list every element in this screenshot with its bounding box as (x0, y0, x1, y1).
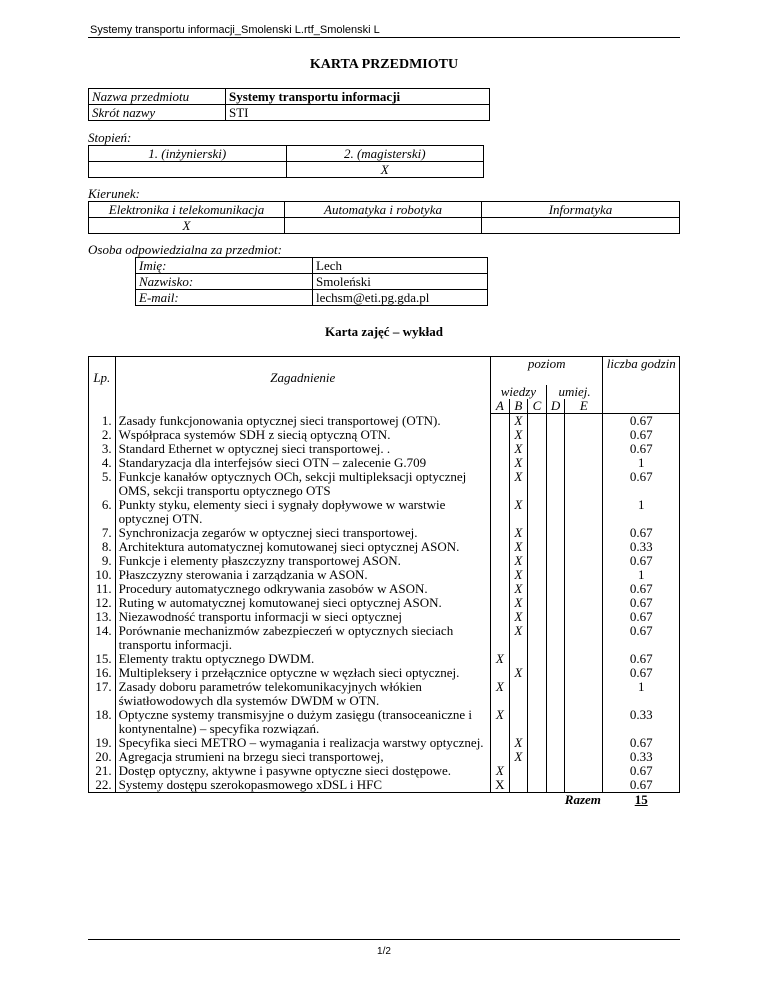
row-level-d (546, 624, 565, 652)
direction-col1: Elektronika i telekomunikacja (89, 202, 285, 218)
row-lp: 9. (89, 554, 116, 568)
page-title: KARTA PRZEDMIOTU (309, 57, 459, 72)
row-lp: 20. (89, 750, 116, 764)
table-row (89, 582, 680, 596)
row-level-d (546, 428, 565, 442)
row-level-e (565, 736, 603, 750)
row-level-e (565, 526, 603, 540)
row-level-e (565, 652, 603, 666)
row-level-d (546, 666, 565, 680)
row-level-b: X (509, 596, 528, 610)
row-lp: 21. (89, 764, 116, 778)
row-level-b: X (509, 554, 528, 568)
row-topic: Multipleksery i przełącznice optyczne w węzłach sieci optycznej. (115, 666, 490, 680)
row-level-b: X (509, 442, 528, 456)
row-lp: 17. (89, 680, 116, 708)
col-c-header: C (528, 399, 547, 414)
row-level-a: X (490, 778, 509, 793)
page-number: 1/2 (377, 946, 391, 957)
row-level-e (565, 498, 603, 526)
row-level-e (565, 680, 603, 708)
row-lp: 3. (89, 442, 116, 456)
table-row (89, 666, 680, 680)
row-topic: Standaryzacja dla interfejsów sieci OTN – zalecenie G.709 (115, 456, 490, 470)
subject-short-value: STI (226, 105, 490, 121)
person-label: Osoba odpowiedzialna za przedmiot: (88, 242, 282, 257)
row-level-b: X (509, 750, 528, 764)
row-level-d (546, 778, 565, 793)
row-level-e (565, 778, 603, 793)
col-e-header: E (565, 399, 603, 414)
row-level-a (490, 442, 509, 456)
row-level-b (509, 680, 528, 708)
table-row (89, 428, 680, 442)
row-lp: 6. (89, 498, 116, 526)
row-level-d (546, 610, 565, 624)
row-hours: 1 (603, 456, 680, 470)
row-level-a: X (490, 708, 509, 736)
row-level-d (546, 680, 565, 708)
table-row (89, 442, 680, 456)
row-level-d (546, 750, 565, 764)
row-level-e (565, 442, 603, 456)
row-lp: 2. (89, 428, 116, 442)
col-d-header: D (546, 399, 565, 414)
degree-label: Stopień: (88, 130, 132, 145)
row-hours: 0.67 (603, 596, 680, 610)
header-divider (88, 37, 680, 38)
row-level-e (565, 456, 603, 470)
knowledge-header: wiedzy (490, 385, 546, 399)
row-level-b: X (509, 666, 528, 680)
table-row (89, 414, 680, 429)
row-hours: 0.67 (603, 624, 680, 652)
row-level-c (528, 610, 547, 624)
direction-col2: Automatyka i robotyka (285, 202, 482, 218)
row-level-a (490, 456, 509, 470)
row-hours: 0.67 (603, 666, 680, 680)
row-lp: 22. (89, 778, 116, 793)
subject-name-label: Nazwa przedmiotu (89, 89, 226, 105)
row-level-d (546, 414, 565, 429)
row-level-a (490, 582, 509, 596)
row-level-b (509, 652, 528, 666)
row-lp: 14. (89, 624, 116, 652)
row-level-d (546, 582, 565, 596)
row-level-d (546, 652, 565, 666)
row-level-e (565, 708, 603, 736)
row-hours: 0.67 (603, 764, 680, 778)
row-topic: Punkty styku, elementy sieci i sygnały dopływowe w warstwie optycznej OTN. (115, 498, 490, 526)
row-level-d (546, 764, 565, 778)
row-level-a (490, 428, 509, 442)
subject-name-value: Systemy transportu informacji (226, 89, 490, 105)
degree-col2-mark: X (286, 162, 484, 178)
page-header: Systemy transportu informacji_Smolenski L.rtf_Smolenski L (90, 24, 380, 36)
row-level-d (546, 456, 565, 470)
row-level-e (565, 610, 603, 624)
row-hours: 0.67 (603, 442, 680, 456)
row-level-a (490, 568, 509, 582)
row-topic: Elementy traktu optycznego DWDM. (115, 652, 490, 666)
row-topic: Funkcje kanałów optycznych OCh, sekcji multipleksacji optycznej OMS, sekcji transportu optycznego OTS (115, 470, 490, 498)
row-topic: Zasady funkcjonowania optycznej sieci transportowej (OTN). (115, 414, 490, 429)
lecture-title: Karta zajęć – wykład (324, 324, 444, 339)
row-lp: 7. (89, 526, 116, 540)
row-level-c (528, 764, 547, 778)
row-topic: Agregacja strumieni na brzegu sieci transportowej, (115, 750, 490, 764)
row-lp: 4. (89, 456, 116, 470)
row-lp: 15. (89, 652, 116, 666)
row-topic: Optyczne systemy transmisyjne o dużym zasięgu (transoceaniczne i kontynentalne) – specyfika rozwiązań. (115, 708, 490, 736)
row-level-b (509, 764, 528, 778)
row-level-a (490, 624, 509, 652)
row-level-c (528, 708, 547, 736)
row-level-b: X (509, 610, 528, 624)
total-value: 15 (603, 793, 680, 808)
row-level-b: X (509, 470, 528, 498)
table-row (89, 708, 680, 736)
row-level-c (528, 596, 547, 610)
table-row (89, 568, 680, 582)
row-level-d (546, 708, 565, 736)
row-topic: Standard Ethernet w optycznej sieci transportowej. . (115, 442, 490, 456)
row-topic: Zasady doboru parametrów telekomunikacyjnych włókien światłowodowych dla systemów DWDM w OTN. (115, 680, 490, 708)
row-level-c (528, 666, 547, 680)
row-level-b: X (509, 736, 528, 750)
row-level-b: X (509, 428, 528, 442)
row-hours: 0.67 (603, 414, 680, 429)
row-level-c (528, 582, 547, 596)
row-level-d (546, 442, 565, 456)
row-hours: 0.67 (603, 736, 680, 750)
row-level-a: X (490, 652, 509, 666)
row-level-c (528, 736, 547, 750)
row-hours: 0.67 (603, 526, 680, 540)
row-lp: 18. (89, 708, 116, 736)
row-level-e (565, 428, 603, 442)
row-level-a (490, 540, 509, 554)
row-topic: Procedury automatycznego odkrywania zasobów w ASON. (115, 582, 490, 596)
table-row (89, 750, 680, 764)
row-level-c (528, 428, 547, 442)
row-level-d (546, 526, 565, 540)
row-level-e (565, 540, 603, 554)
row-level-d (546, 596, 565, 610)
email-label: E-mail: (136, 290, 313, 306)
row-hours: 1 (603, 680, 680, 708)
table-row (89, 456, 680, 470)
row-level-c (528, 456, 547, 470)
row-topic: Architektura automatycznej komutowanej sieci optycznej ASON. (115, 540, 490, 554)
row-level-e (565, 414, 603, 429)
row-hours: 0.67 (603, 554, 680, 568)
hours-header: liczba godzin (603, 357, 680, 400)
table-row (89, 498, 680, 526)
subject-table (88, 88, 490, 121)
row-topic: Systemy dostępu szerokopasmowego xDSL i HFC (115, 778, 490, 793)
row-topic: Porównanie mechanizmów zabezpieczeń w optycznych sieciach transportu informacji. (115, 624, 490, 652)
row-level-a (490, 470, 509, 498)
row-level-b: X (509, 526, 528, 540)
row-level-e (565, 582, 603, 596)
row-topic: Funkcje i elementy płaszczyzny transportowej ASON. (115, 554, 490, 568)
row-level-c (528, 554, 547, 568)
row-level-a (490, 414, 509, 429)
row-hours: 0.67 (603, 428, 680, 442)
row-lp: 13. (89, 610, 116, 624)
row-level-d (546, 736, 565, 750)
row-level-c (528, 750, 547, 764)
row-lp: 16. (89, 666, 116, 680)
table-row (89, 764, 680, 778)
row-level-d (546, 554, 565, 568)
degree-col1: 1. (inżynierski) (89, 146, 287, 162)
direction-col2-mark (285, 218, 482, 234)
row-level-e (565, 554, 603, 568)
row-topic: Specyfika sieci METRO – wymagania i realizacja warstwy optycznej. (115, 736, 490, 750)
table-row (89, 526, 680, 540)
last-name-value: Smoleński (313, 274, 488, 290)
row-lp: 1. (89, 414, 116, 429)
row-lp: 5. (89, 470, 116, 498)
level-header: poziom (490, 357, 602, 386)
direction-label: Kierunek: (88, 186, 140, 201)
row-lp: 19. (89, 736, 116, 750)
row-level-d (546, 470, 565, 498)
row-level-c (528, 414, 547, 429)
email-value: lechsm@eti.pg.gda.pl (313, 290, 488, 306)
row-level-a (490, 750, 509, 764)
row-level-c (528, 526, 547, 540)
row-lp: 8. (89, 540, 116, 554)
skills-header: umiej. (546, 385, 603, 399)
direction-col1-mark: X (89, 218, 285, 234)
direction-col3: Informatyka (482, 202, 680, 218)
table-row (89, 624, 680, 652)
row-level-b: X (509, 498, 528, 526)
row-hours: 0.33 (603, 708, 680, 736)
row-level-d (546, 568, 565, 582)
row-topic: Współpraca systemów SDH z siecią optyczną OTN. (115, 428, 490, 442)
row-level-a (490, 596, 509, 610)
direction-table (88, 201, 680, 234)
subject-short-label: Skrót nazwy (89, 105, 226, 121)
row-lp: 11. (89, 582, 116, 596)
row-level-e (565, 666, 603, 680)
row-hours: 0.67 (603, 582, 680, 596)
row-level-b: X (509, 624, 528, 652)
row-topic: Dostęp optyczny, aktywne i pasywne optyczne sieci dostępowe. (115, 764, 490, 778)
row-level-c (528, 652, 547, 666)
row-level-b (509, 778, 528, 793)
row-level-c (528, 778, 547, 793)
row-level-b: X (509, 414, 528, 429)
degree-col1-mark (89, 162, 287, 178)
row-hours: 1 (603, 568, 680, 582)
row-level-a (490, 610, 509, 624)
degree-col2: 2. (magisterski) (286, 146, 484, 162)
row-level-c (528, 540, 547, 554)
row-level-d (546, 540, 565, 554)
row-level-e (565, 624, 603, 652)
table-row (89, 652, 680, 666)
row-topic: Płaszczyzny sterowania i zarządzania w ASON. (115, 568, 490, 582)
row-level-a: X (490, 764, 509, 778)
footer-divider (88, 939, 680, 940)
direction-col3-mark (482, 218, 680, 234)
person-table (135, 257, 488, 306)
row-level-a (490, 666, 509, 680)
row-level-b: X (509, 582, 528, 596)
row-level-c (528, 680, 547, 708)
table-row (89, 736, 680, 750)
row-level-b (509, 708, 528, 736)
row-topic: Ruting w automatycznej komutowanej sieci optycznej ASON. (115, 596, 490, 610)
row-level-b: X (509, 456, 528, 470)
row-level-c (528, 442, 547, 456)
row-topic: Synchronizacja zegarów w optycznej sieci transportowej. (115, 526, 490, 540)
row-level-e (565, 470, 603, 498)
first-name-label: Imię: (136, 258, 313, 274)
row-level-a (490, 736, 509, 750)
last-name-label: Nazwisko: (136, 274, 313, 290)
row-level-c (528, 624, 547, 652)
row-level-e (565, 596, 603, 610)
topic-header: Zagadnienie (115, 371, 490, 385)
row-level-c (528, 498, 547, 526)
table-row (89, 554, 680, 568)
table-row (89, 596, 680, 610)
row-level-e (565, 568, 603, 582)
degree-table (88, 145, 484, 178)
row-level-e (565, 750, 603, 764)
table-row (89, 470, 680, 498)
row-level-e (565, 764, 603, 778)
row-level-a (490, 554, 509, 568)
table-row (89, 680, 680, 708)
row-lp: 10. (89, 568, 116, 582)
row-level-a (490, 498, 509, 526)
row-hours: 0.33 (603, 540, 680, 554)
col-a-header: A (490, 399, 509, 414)
row-hours: 0.67 (603, 610, 680, 624)
row-hours: 0.67 (603, 470, 680, 498)
lecture-table (88, 356, 680, 807)
row-level-a (490, 526, 509, 540)
row-level-b: X (509, 568, 528, 582)
row-topic: Niezawodność transportu informacji w sieci optycznej (115, 610, 490, 624)
row-hours: 1 (603, 498, 680, 526)
row-lp: 12. (89, 596, 116, 610)
table-row (89, 610, 680, 624)
total-label: Razem (564, 792, 601, 807)
col-b-header: B (509, 399, 528, 414)
row-level-c (528, 470, 547, 498)
table-row (89, 778, 680, 793)
row-level-c (528, 568, 547, 582)
table-row (89, 540, 680, 554)
row-hours: 0.67 (603, 652, 680, 666)
row-level-b: X (509, 540, 528, 554)
row-level-d (546, 498, 565, 526)
row-level-a: X (490, 680, 509, 708)
row-hours: 0.67 (603, 778, 680, 793)
first-name-value: Lech (313, 258, 488, 274)
lp-header: Lp. (89, 371, 116, 385)
row-hours: 0.33 (603, 750, 680, 764)
